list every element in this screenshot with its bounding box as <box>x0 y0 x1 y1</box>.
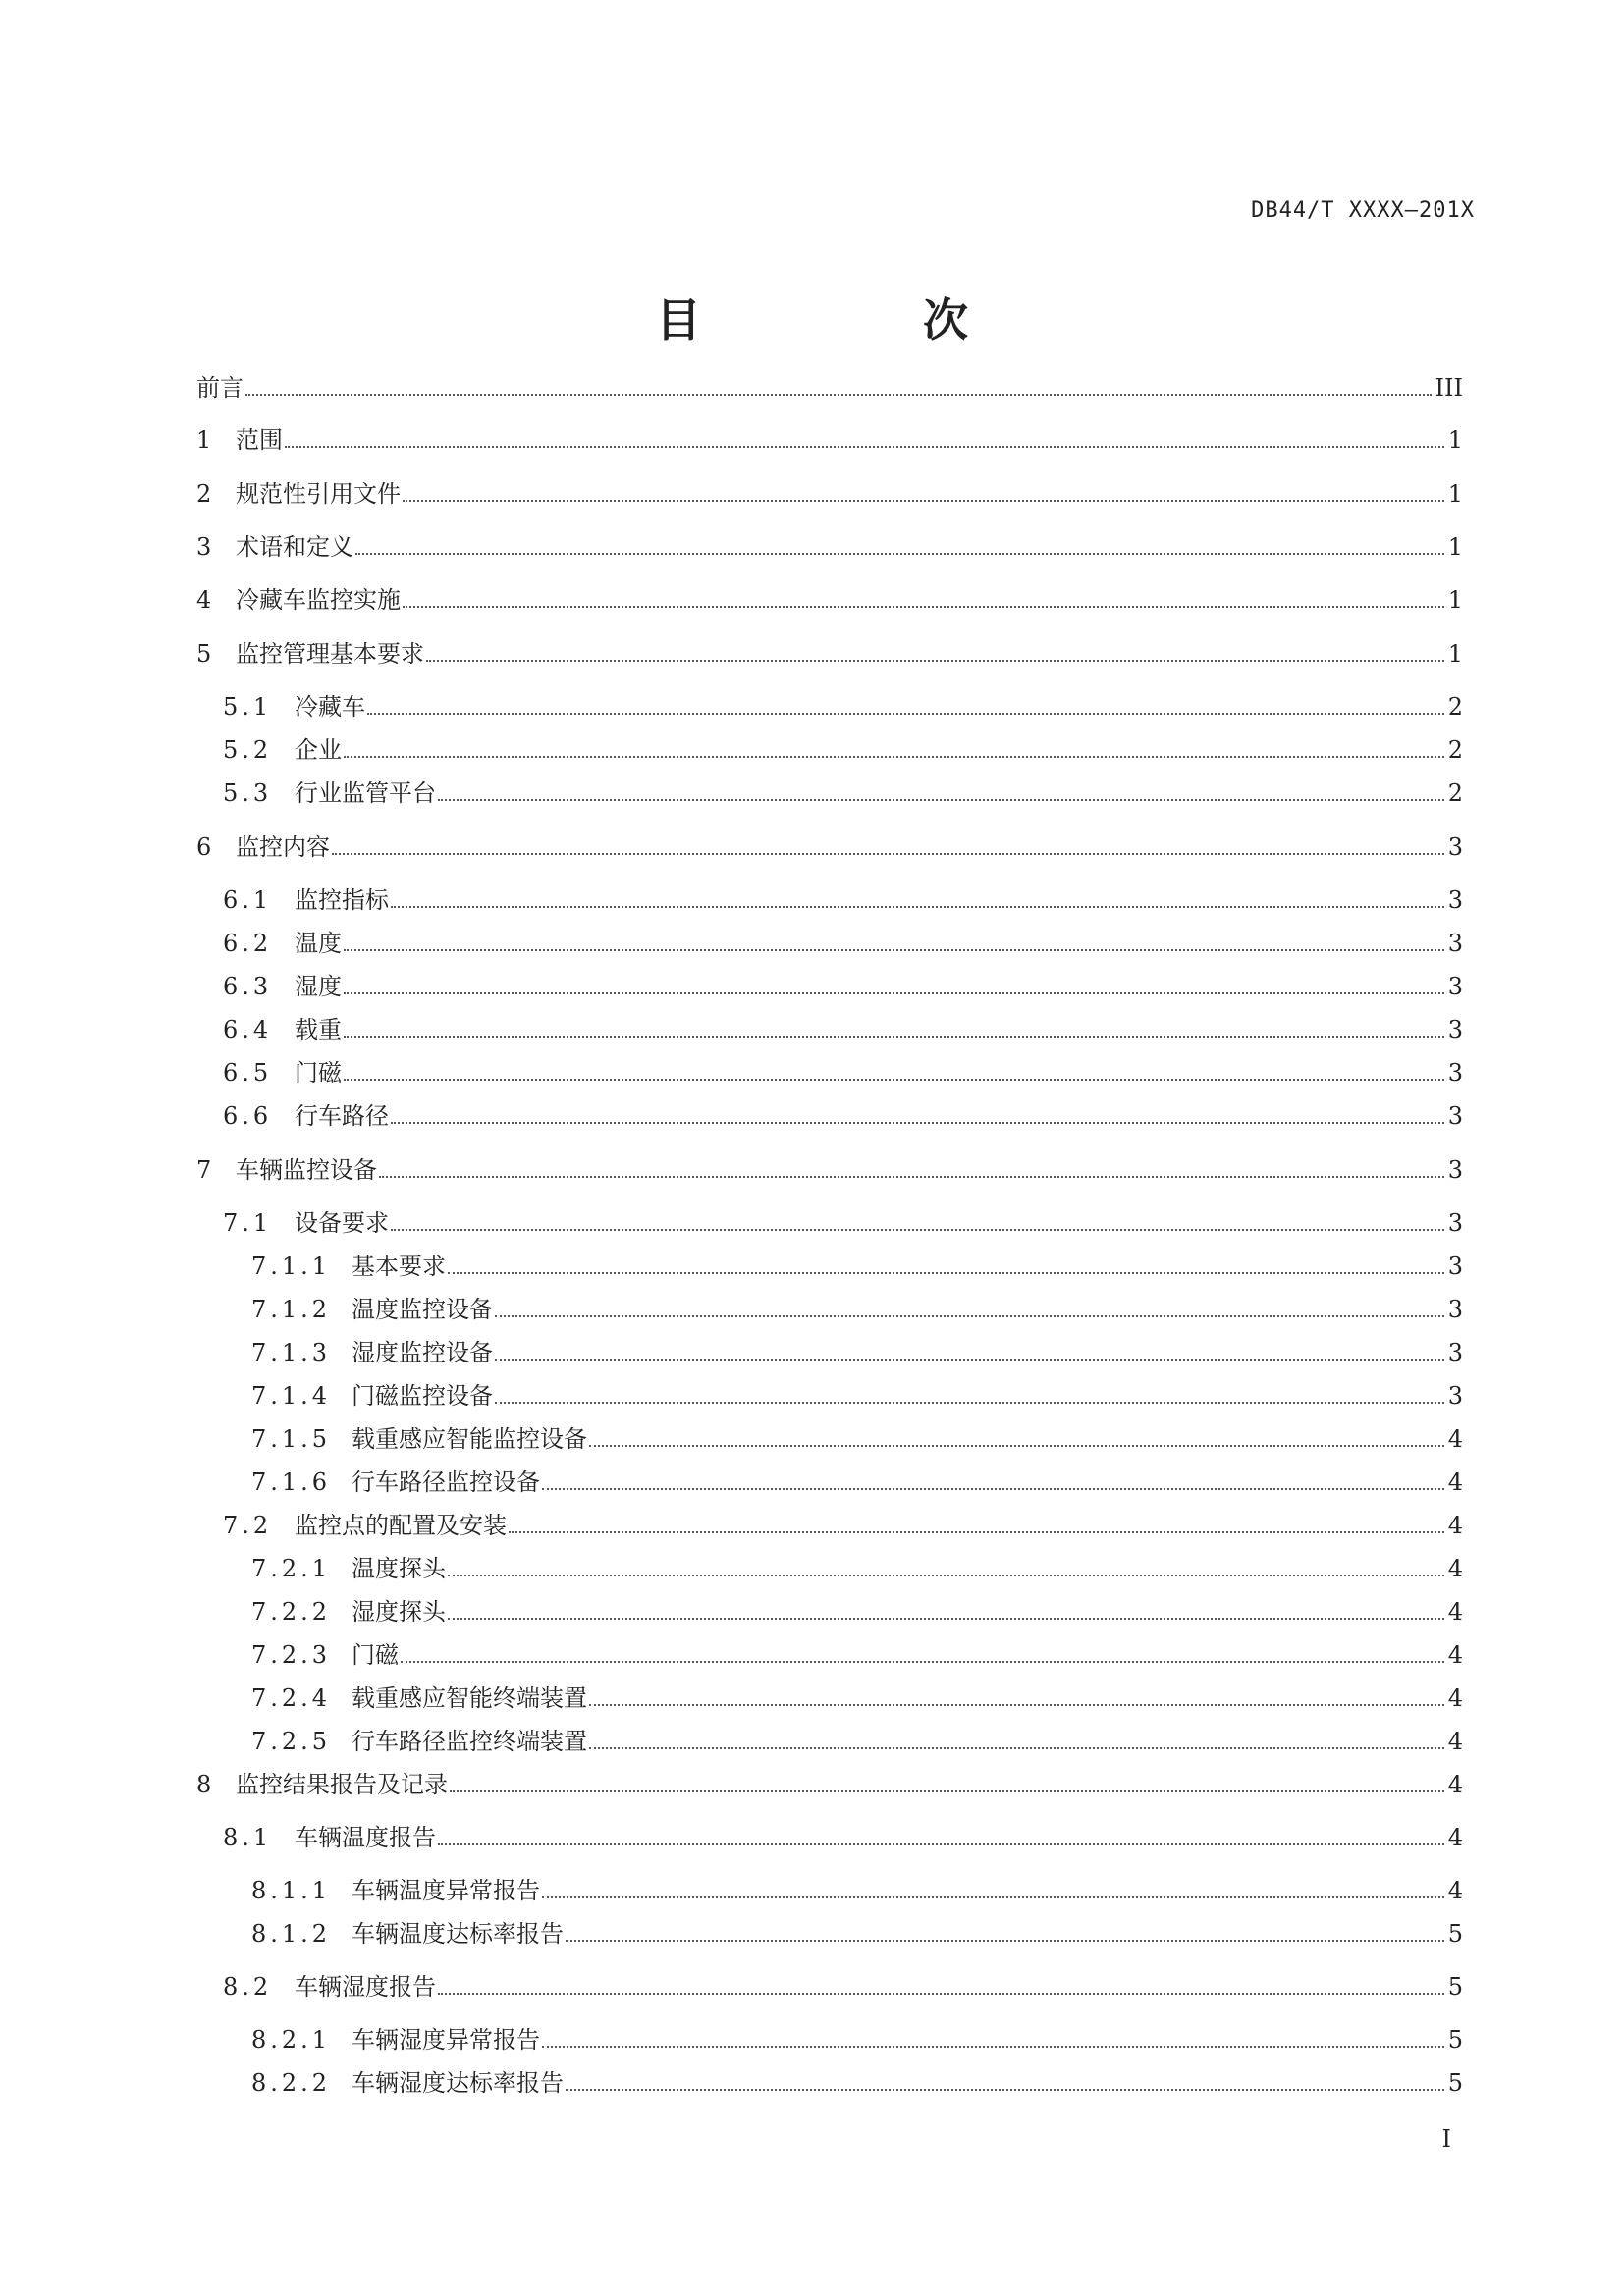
toc-entry[interactable] <box>251 1587 1463 1627</box>
toc-entry-page: 3 <box>1447 1059 1463 1087</box>
toc-entry-title: 门磁 <box>295 1059 342 1087</box>
toc-entry-title: 门磁监控设备 <box>352 1382 493 1410</box>
toc-entry-page: 3 <box>1447 1253 1463 1280</box>
toc-entry-number: 6.3 <box>223 973 273 1000</box>
toc-entry-number: 8.1.1 <box>251 1877 332 1904</box>
toc-entry[interactable] <box>251 1909 1463 1949</box>
toc-entry-title: 湿度 <box>295 973 342 1000</box>
toc-entry-number: 8.2.2 <box>251 2069 332 2097</box>
toc-entry[interactable] <box>196 469 1463 508</box>
toc-entry-number: 7.1.4 <box>251 1382 332 1410</box>
toc-entry-page: 1 <box>1447 586 1463 614</box>
toc-entry-page: 4 <box>1447 1824 1463 1851</box>
toc-entry-page: 4 <box>1447 1728 1463 1755</box>
toc-dot-leader <box>344 949 1444 951</box>
toc-entry[interactable] <box>223 725 1463 765</box>
toc-entry-title: 载重感应智能终端装置 <box>352 1684 587 1712</box>
toc-entry[interactable] <box>196 1760 1463 1799</box>
toc-entry-number: 8 <box>196 1771 216 1798</box>
toc-entry-page: 3 <box>1447 886 1463 914</box>
toc-entry-page: 1 <box>1447 480 1463 507</box>
toc-entry-number: 8.2.1 <box>251 2026 332 2054</box>
toc-entry-page: 3 <box>1447 1016 1463 1043</box>
toc-dot-leader <box>542 1488 1444 1490</box>
toc-entry[interactable] <box>223 876 1463 915</box>
toc-entry[interactable] <box>251 1544 1463 1583</box>
toc-entry-page: 5 <box>1447 2026 1463 2054</box>
toc-entry-page: 5 <box>1447 2069 1463 2097</box>
toc-entry-page: 4 <box>1447 1555 1463 1582</box>
toc-entry[interactable] <box>251 1328 1463 1367</box>
toc-entry[interactable] <box>251 1242 1463 1281</box>
toc-dot-leader <box>344 756 1444 758</box>
toc-entry-page: 3 <box>1447 1382 1463 1410</box>
toc-entry-page: 3 <box>1447 973 1463 1000</box>
toc-dot-leader <box>391 1122 1444 1124</box>
toc-entry-number: 1 <box>196 426 216 454</box>
toc-entry-number: 7.2.4 <box>251 1684 332 1712</box>
toc-entry-page: 3 <box>1447 1296 1463 1323</box>
toc-entry[interactable] <box>223 769 1463 808</box>
toc-entry-title: 行车路径监控终端装置 <box>352 1728 587 1755</box>
toc-entry-title: 车辆温度报告 <box>295 1824 436 1851</box>
toc-entry-title: 监控结果报告及记录 <box>236 1771 448 1798</box>
toc-entry-title: 车辆湿度报告 <box>295 1973 436 2001</box>
toc-entry-page: 4 <box>1447 1425 1463 1453</box>
toc-entry-number: 7.1.5 <box>251 1425 332 1453</box>
toc-entry[interactable] <box>223 1005 1463 1044</box>
toc-entry-number: 7.1.1 <box>251 1253 332 1280</box>
toc-entry-page: 4 <box>1447 1598 1463 1626</box>
toc-entry[interactable] <box>196 1146 1463 1185</box>
toc-entry-number: 7.2.5 <box>251 1728 332 1755</box>
toc-dot-leader <box>566 1940 1444 1942</box>
toc-entry-number: 5.3 <box>223 779 273 807</box>
toc-entry[interactable] <box>223 1501 1463 1540</box>
toc-dot-leader <box>344 1079 1444 1081</box>
toc-dot-leader <box>344 992 1444 994</box>
toc-entry-title: 温度 <box>295 930 342 957</box>
toc-entry-page: 3 <box>1447 1339 1463 1366</box>
toc-entry[interactable] <box>251 1371 1463 1411</box>
toc-dot-leader <box>391 906 1444 908</box>
toc-entry-page: 2 <box>1447 779 1463 807</box>
toc-entry-page: 4 <box>1447 1877 1463 1904</box>
toc-entry-number: 5.2 <box>223 736 273 764</box>
toc-entry-page: 4 <box>1447 1468 1463 1496</box>
toc-entry[interactable] <box>196 823 1463 862</box>
toc-entry-number: 8.2 <box>223 1973 273 2001</box>
toc-entry-number: 7.1.6 <box>251 1468 332 1496</box>
toc-dot-leader <box>448 1575 1444 1576</box>
toc-entry-page: 4 <box>1447 1771 1463 1798</box>
toc-entry-title: 行业监管平台 <box>295 779 436 807</box>
toc-entry-title: 监控内容 <box>236 833 330 861</box>
toc-entry-page: 2 <box>1447 736 1463 764</box>
toc-dot-leader <box>509 1531 1444 1533</box>
toc-entry-number: 8.1 <box>223 1824 273 1851</box>
toc-dot-leader <box>450 1790 1444 1792</box>
toc-entry-title: 载重感应智能监控设备 <box>352 1425 587 1453</box>
toc-entry-title: 企业 <box>295 736 342 764</box>
toc-entry-title: 温度监控设备 <box>352 1296 493 1323</box>
toc-entry-page: 3 <box>1447 930 1463 957</box>
toc-entry[interactable] <box>196 415 1463 454</box>
toc-entry[interactable] <box>223 1199 1463 1238</box>
toc-entry[interactable] <box>251 2058 1463 2098</box>
toc-entry-number: 7.2.2 <box>251 1598 332 1626</box>
toc-entry-number: 4 <box>196 586 216 614</box>
toc-entry[interactable] <box>251 1866 1463 1905</box>
toc-dot-leader <box>401 1661 1444 1663</box>
toc-entry-page: 3 <box>1447 1156 1463 1184</box>
toc-title: 目 次 <box>656 294 1056 347</box>
toc-entry[interactable] <box>196 629 1463 668</box>
toc-dot-leader <box>355 553 1444 555</box>
toc-entry-title: 设备要求 <box>295 1209 389 1237</box>
toc-entry-number: 7.2 <box>223 1512 273 1539</box>
toc-entry[interactable] <box>251 1717 1463 1756</box>
toc-entry-number: 2 <box>196 480 216 507</box>
toc-entry[interactable] <box>223 682 1463 721</box>
toc-entry-page: 1 <box>1447 640 1463 667</box>
toc-entry-page: 1 <box>1447 533 1463 561</box>
toc-entry-number: 7.1 <box>223 1209 273 1237</box>
toc-dot-leader <box>589 1445 1444 1447</box>
toc-entry-page: 3 <box>1447 833 1463 861</box>
toc-entry-number: 5 <box>196 640 216 667</box>
toc-entry-title: 车辆湿度达标率报告 <box>352 2069 564 2097</box>
toc-entry[interactable] <box>223 1962 1463 2002</box>
toc-dot-leader <box>332 853 1444 855</box>
toc-dot-leader <box>438 799 1444 801</box>
toc-entry-number: 6.4 <box>223 1016 273 1043</box>
toc-entry-title: 冷藏车监控实施 <box>236 586 401 614</box>
toc-entry[interactable] <box>223 962 1463 1001</box>
toc-entry-page: 3 <box>1447 1209 1463 1237</box>
toc-entry-title: 规范性引用文件 <box>236 480 401 507</box>
toc-entry-title: 范围 <box>236 426 283 454</box>
toc-entry-number: 5.1 <box>223 693 273 721</box>
toc-entry-number: 7.2.3 <box>251 1641 332 1669</box>
document-code: DB44/T XXXX—201X <box>1251 198 1475 223</box>
toc-entry-number: 6.2 <box>223 930 273 957</box>
toc-entry-title: 车辆湿度异常报告 <box>352 2026 540 2054</box>
toc-entry-title: 行车路径 <box>295 1102 389 1130</box>
toc-entry[interactable] <box>251 1674 1463 1713</box>
toc-entry-title: 车辆监控设备 <box>236 1156 377 1184</box>
toc-entry-number: 7 <box>196 1156 216 1184</box>
toc-dot-leader <box>344 1036 1444 1038</box>
toc-entry-page: 4 <box>1447 1512 1463 1539</box>
toc-entry-title: 术语和定义 <box>236 533 353 561</box>
toc-entry-number: 7.2.1 <box>251 1555 332 1582</box>
toc-entry[interactable] <box>251 1458 1463 1497</box>
toc-dot-leader <box>495 1315 1444 1317</box>
toc-entry-title: 监控指标 <box>295 886 389 914</box>
toc-entry[interactable] <box>196 575 1463 614</box>
page-number: I <box>1441 2125 1451 2153</box>
toc-entry-page: 5 <box>1447 1973 1463 2001</box>
toc-dot-leader <box>589 1747 1444 1749</box>
toc-entry-number: 6.5 <box>223 1059 273 1087</box>
toc-dot-leader <box>495 1359 1444 1361</box>
toc-entry-page: 3 <box>1447 1102 1463 1130</box>
toc-dot-leader <box>438 1843 1444 1845</box>
toc-dot-leader <box>448 1618 1444 1620</box>
toc-entry[interactable] <box>223 919 1463 958</box>
toc-entry-title: 载重 <box>295 1016 342 1043</box>
toc-dot-leader <box>542 2046 1444 2048</box>
toc-entry-page: 4 <box>1447 1641 1463 1669</box>
toc-entry[interactable] <box>223 1092 1463 1131</box>
toc-entry-number: 6.1 <box>223 886 273 914</box>
toc-entry[interactable] <box>196 363 1463 402</box>
toc-dot-leader <box>566 2089 1444 2091</box>
toc-entry-title: 监控管理基本要求 <box>236 640 424 667</box>
toc-entry-title: 基本要求 <box>352 1253 446 1280</box>
toc-entry-title: 行车路径监控设备 <box>352 1468 540 1496</box>
toc-dot-leader <box>245 394 1432 396</box>
toc-entry-title: 门磁 <box>352 1641 399 1669</box>
toc-dot-leader <box>367 713 1444 715</box>
toc-entry-number: 6.6 <box>223 1102 273 1130</box>
toc-dot-leader <box>438 1993 1444 1995</box>
toc-entry-title: 冷藏车 <box>295 693 365 721</box>
toc-entry[interactable] <box>223 1813 1463 1852</box>
toc-entry-page: 5 <box>1447 1920 1463 1948</box>
toc-entry-number: 6 <box>196 833 216 861</box>
toc-entry-title: 温度探头 <box>352 1555 446 1582</box>
toc-entry-title: 车辆温度异常报告 <box>352 1877 540 1904</box>
toc-dot-leader <box>589 1704 1444 1706</box>
toc-dot-leader <box>285 446 1444 448</box>
toc-dot-leader <box>379 1176 1444 1178</box>
toc-entry[interactable] <box>251 1415 1463 1454</box>
toc-entry[interactable] <box>196 522 1463 561</box>
toc-entry-title: 湿度探头 <box>352 1598 446 1626</box>
toc-dot-leader <box>403 606 1444 608</box>
toc-entry-number: 3 <box>196 533 216 561</box>
toc-entry-number: 7.1.2 <box>251 1296 332 1323</box>
toc-entry-page: 4 <box>1447 1684 1463 1712</box>
toc-dot-leader <box>403 500 1444 502</box>
toc-entry-number: 8.1.2 <box>251 1920 332 1948</box>
toc-entry-title: 前言 <box>196 374 244 401</box>
toc-entry-page: III <box>1435 374 1463 401</box>
toc-entry[interactable] <box>223 1048 1463 1088</box>
toc-entry-number: 7.1.3 <box>251 1339 332 1366</box>
toc-entry-title: 车辆温度达标率报告 <box>352 1920 564 1948</box>
toc-entry[interactable] <box>251 2015 1463 2055</box>
toc-dot-leader <box>391 1229 1444 1231</box>
toc-entry-title: 湿度监控设备 <box>352 1339 493 1366</box>
toc-entry[interactable] <box>251 1285 1463 1324</box>
toc-entry[interactable] <box>251 1630 1463 1670</box>
toc-dot-leader <box>426 660 1444 662</box>
toc-dot-leader <box>542 1896 1444 1898</box>
toc-entry-page: 2 <box>1447 693 1463 721</box>
toc-entry-page: 1 <box>1447 426 1463 454</box>
toc-dot-leader <box>495 1402 1444 1404</box>
toc-dot-leader <box>448 1272 1444 1274</box>
toc-entry-title: 监控点的配置及安装 <box>295 1512 507 1539</box>
